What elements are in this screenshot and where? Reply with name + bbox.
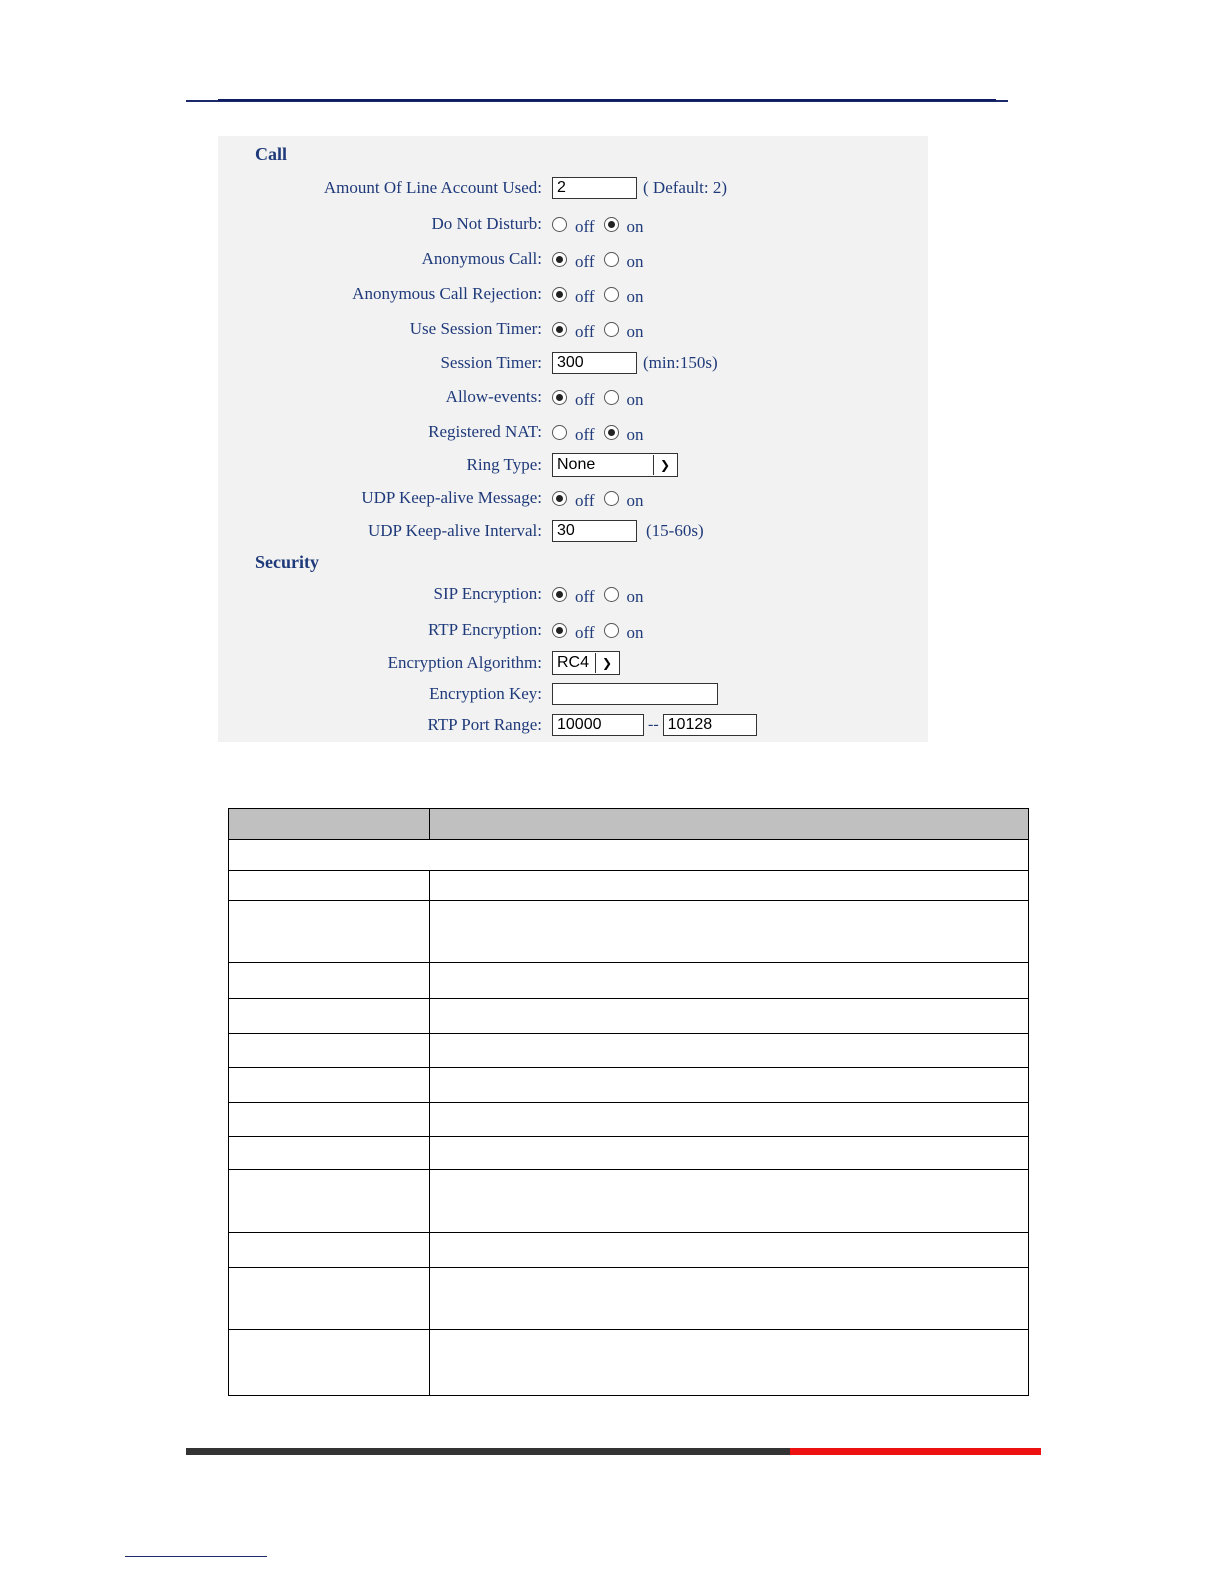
rtp-port-to-input[interactable]: 10128 [663, 714, 757, 736]
ring-type-value: None [557, 456, 596, 473]
table-row [229, 1170, 1029, 1233]
radio-off-label: off [575, 491, 595, 510]
rtp-encryption-off-radio[interactable] [552, 623, 567, 638]
table-cell [229, 840, 1029, 871]
encryption-key-label: Encryption Key: [429, 684, 542, 703]
table-cell [429, 1170, 1028, 1233]
table-row [229, 871, 1029, 901]
encryption-key-input[interactable] [552, 683, 718, 705]
table-cell [229, 1034, 430, 1068]
table-cell [429, 999, 1028, 1034]
table-row [229, 1068, 1029, 1103]
chevron-down-icon: ❯ [595, 653, 618, 673]
encryption-key-row [218, 680, 928, 708]
rtp-port-range-label: RTP Port Range: [427, 715, 542, 734]
radio-on-label: on [626, 217, 644, 236]
anonymous-call-rejection-label: Anonymous Call Rejection: [352, 284, 542, 303]
anonymous-call-rejection-row [218, 280, 928, 308]
encryption-algorithm-label: Encryption Algorithm: [387, 653, 542, 672]
use-session-timer-off-radio[interactable] [552, 322, 567, 337]
radio-on-label: on [626, 287, 644, 306]
anonymous-call-rejection-off-radio[interactable] [552, 287, 567, 302]
anonymous-call-row [218, 245, 928, 273]
table-cell [229, 963, 430, 999]
table-header-cell [429, 809, 1028, 840]
security-section-title: Security [255, 552, 319, 572]
use-session-timer-on-radio[interactable] [604, 322, 619, 337]
session-timer-hint: (min:150s) [643, 353, 718, 372]
table-section-row [229, 840, 1029, 871]
line-account-input[interactable]: 2 [552, 177, 637, 199]
table-cell [429, 1034, 1028, 1068]
table-cell [429, 1233, 1028, 1268]
rtp-encryption-label: RTP Encryption: [427, 620, 542, 639]
radio-off-label: off [575, 623, 595, 642]
radio-off-label: off [575, 322, 595, 341]
encryption-algorithm-value: RC4 [557, 654, 590, 671]
sip-encryption-label: SIP Encryption: [433, 584, 542, 603]
session-timer-input[interactable]: 300 [552, 352, 637, 374]
registered-nat-label: Registered NAT: [428, 422, 542, 441]
udp-keepalive-message-on-radio[interactable] [604, 491, 619, 506]
radio-off-label: off [575, 217, 595, 236]
do-not-disturb-on-radio[interactable] [604, 217, 619, 232]
table-cell [429, 1068, 1028, 1103]
table-row [229, 1330, 1029, 1396]
allow-events-row [218, 383, 928, 411]
rtp-encryption-on-radio[interactable] [604, 623, 619, 638]
table-row [229, 1233, 1029, 1268]
registered-nat-row [218, 418, 928, 446]
table-cell [229, 901, 430, 963]
allow-events-label: Allow-events: [445, 387, 542, 406]
radio-on-label: on [626, 491, 644, 510]
udp-keepalive-interval-row [218, 517, 928, 545]
table-cell [229, 1068, 430, 1103]
do-not-disturb-label: Do Not Disturb: [431, 214, 542, 233]
table-row [229, 1137, 1029, 1170]
rtp-port-range-row [218, 711, 928, 739]
ring-type-label: Ring Type: [466, 455, 542, 474]
line-account-row [218, 174, 928, 202]
chevron-down-icon: ❯ [653, 455, 676, 475]
table-cell [429, 963, 1028, 999]
radio-off-label: off [575, 587, 595, 606]
radio-on-label: on [626, 623, 644, 642]
table-cell [229, 1233, 430, 1268]
table-cell [429, 871, 1028, 901]
table-row [229, 1268, 1029, 1330]
table-header-cell [229, 809, 430, 840]
udp-keepalive-interval-hint: (15-60s) [646, 521, 704, 540]
udp-keepalive-message-row [218, 484, 928, 512]
footer-bar-dark [186, 1448, 790, 1455]
anonymous-call-off-radio[interactable] [552, 252, 567, 267]
radio-on-label: on [626, 587, 644, 606]
radio-off-label: off [575, 287, 595, 306]
table-header-row [229, 809, 1029, 840]
rtp-encryption-row [218, 616, 928, 644]
table-cell [429, 1268, 1028, 1330]
table-cell [429, 901, 1028, 963]
registered-nat-off-radio[interactable] [552, 425, 567, 440]
table-cell [229, 1137, 430, 1170]
allow-events-on-radio[interactable] [604, 390, 619, 405]
use-session-timer-row [218, 315, 928, 343]
call-section-title: Call [255, 144, 288, 164]
table-cell [229, 1103, 430, 1137]
udp-keepalive-message-off-radio[interactable] [552, 491, 567, 506]
radio-on-label: on [626, 322, 644, 341]
encryption-algorithm-select[interactable] [552, 651, 620, 675]
table-cell [229, 1268, 430, 1330]
session-timer-label: Session Timer: [440, 353, 542, 372]
anonymous-call-on-radio[interactable] [604, 252, 619, 267]
radio-off-label: off [575, 390, 595, 409]
session-timer-row [218, 349, 928, 377]
allow-events-off-radio[interactable] [552, 390, 567, 405]
anonymous-call-rejection-on-radio[interactable] [604, 287, 619, 302]
radio-on-label: on [626, 425, 644, 444]
table-cell [229, 999, 430, 1034]
line-account-hint: ( Default: 2) [643, 178, 728, 197]
rtp-port-separator: -- [648, 716, 659, 733]
registered-nat-on-radio[interactable] [604, 425, 619, 440]
do-not-disturb-row [218, 210, 928, 238]
header-rule-accent [218, 99, 996, 101]
settings-panel [218, 136, 928, 742]
use-session-timer-label: Use Session Timer: [409, 319, 542, 338]
table-row [229, 1103, 1029, 1137]
radio-off-label: off [575, 252, 595, 271]
table-cell [229, 1170, 430, 1233]
footer-link-underline [125, 1556, 267, 1557]
radio-on-label: on [626, 252, 644, 271]
footer-bar-red [790, 1448, 1041, 1455]
table-row [229, 999, 1029, 1034]
udp-keepalive-interval-input[interactable]: 30 [552, 520, 637, 542]
table-row [229, 901, 1029, 963]
table-cell [229, 1330, 430, 1396]
sip-encryption-on-radio[interactable] [604, 587, 619, 602]
description-table [228, 808, 1029, 1396]
udp-keepalive-message-label: UDP Keep-alive Message: [361, 488, 542, 507]
encryption-algorithm-row [218, 649, 928, 677]
ring-type-select[interactable] [552, 453, 678, 477]
anonymous-call-label: Anonymous Call: [421, 249, 542, 268]
table-cell [229, 871, 430, 901]
table-cell [429, 1103, 1028, 1137]
sip-encryption-off-radio[interactable] [552, 587, 567, 602]
line-account-label: Amount Of Line Account Used: [323, 178, 542, 197]
radio-on-label: on [626, 390, 644, 409]
ring-type-row [218, 451, 928, 479]
radio-off-label: off [575, 425, 595, 444]
table-row [229, 963, 1029, 999]
udp-keepalive-interval-label: UDP Keep-alive Interval: [367, 521, 542, 540]
table-cell [429, 1137, 1028, 1170]
sip-encryption-row [218, 580, 928, 608]
table-cell [429, 1330, 1028, 1396]
rtp-port-from-input[interactable]: 10000 [552, 714, 644, 736]
do-not-disturb-off-radio[interactable] [552, 217, 567, 232]
table-row [229, 1034, 1029, 1068]
